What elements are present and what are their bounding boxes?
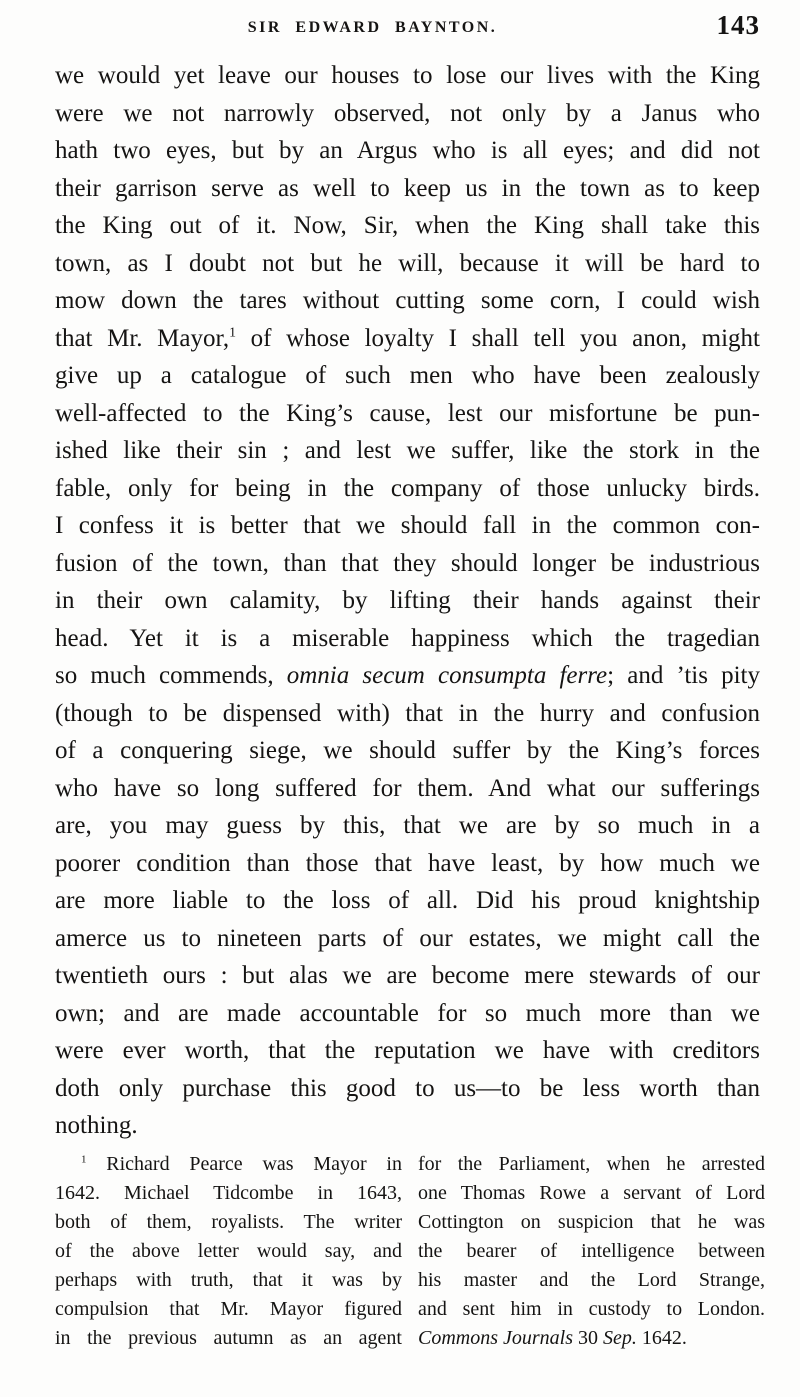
text-line: poorer condition than those that have least, by how much we bbox=[55, 849, 760, 877]
text-line: own; and are made accountable for so much more than we bbox=[55, 999, 760, 1027]
text-line: head. Yet it is a miserable happiness which the tragedian bbox=[55, 624, 760, 652]
text-line: nothing. bbox=[55, 1112, 138, 1139]
footnote-number-marker: 1 bbox=[81, 1153, 87, 1166]
text-line: ished like their sin ; and lest we suffer, like the stork in the bbox=[55, 437, 760, 464]
text-line: I confess it is better that we should fall in the common con- bbox=[55, 512, 760, 539]
footnote-line: perhaps with truth, that it was by bbox=[55, 1269, 402, 1291]
footnote-line: in the previous autumn as an agent bbox=[55, 1327, 402, 1349]
text-line: well-affected to the King’s cause, lest our misfortune be pun- bbox=[55, 399, 760, 427]
line-text: 30 bbox=[573, 1327, 604, 1349]
text-line: fusion of the town, than that they should longer be industrious bbox=[55, 549, 760, 577]
citation-title: Commons Journals bbox=[418, 1327, 574, 1349]
text-line bbox=[55, 320, 760, 358]
running-head bbox=[55, 10, 760, 44]
running-header-title: SIR EDWARD BAYNTON. bbox=[247, 19, 498, 36]
footnote-line: one Thomas Rowe a servant of Lord bbox=[418, 1182, 765, 1204]
text-line: hath two eyes, but by an Argus who is all eyes; and did not bbox=[55, 137, 760, 164]
text-line: their garrison serve as well to keep us in the town as to keep bbox=[55, 174, 760, 202]
letter-body bbox=[55, 57, 760, 1145]
footnote-line: compulsion that Mr. Mayor figured bbox=[55, 1298, 402, 1320]
text-line: twentieth ours : but alas we are become mere stewards of our bbox=[55, 962, 760, 989]
text-line: who have so long suffered for them. And what our sufferings bbox=[55, 774, 760, 802]
footnote-line: Cottington on suspicion that he was bbox=[418, 1211, 765, 1233]
latin-phrase: omnia secum consumpta ferre bbox=[286, 662, 608, 689]
text-line: fable, only for being in the company of those unlucky birds. bbox=[55, 474, 760, 502]
footnote-line: his master and the Lord Strange, bbox=[418, 1269, 765, 1291]
footnote-line bbox=[55, 1150, 402, 1179]
text-line: are, you may guess by this, that we are by so much in a bbox=[55, 812, 760, 839]
footnote-line: the bearer of intelligence between bbox=[418, 1240, 765, 1262]
footnote-column-left bbox=[55, 1150, 402, 1353]
line-text: of whose loyalty I shall tell you anon, might bbox=[235, 324, 760, 352]
text-line: (though to be dispensed with) that in the hurry and confusion bbox=[55, 699, 760, 727]
text-line: doth only purchase this good to us—to be less worth than bbox=[55, 1074, 760, 1102]
footnote-line: and sent him in custody to London. bbox=[418, 1298, 765, 1320]
footnote-column-right bbox=[418, 1150, 765, 1353]
footnote-line citation-line bbox=[418, 1324, 765, 1353]
page-number: 143 bbox=[716, 10, 760, 40]
footnote-line: 1642. Michael Tidcombe in 1643, bbox=[55, 1182, 402, 1204]
text-line: are more liable to the loss of all. Did his proud knightship bbox=[55, 887, 760, 914]
text-line: were ever worth, that the reputation we have with creditors bbox=[55, 1037, 760, 1064]
text-line: town, as I doubt not but he will, because it will be hard to bbox=[55, 249, 760, 277]
text-line: were we not narrowly observed, not only by a Janus who bbox=[55, 99, 760, 127]
line-text: ; and ’tis pity bbox=[607, 662, 760, 689]
footnotes-section bbox=[55, 1150, 765, 1353]
footnote-ref-marker: 1 bbox=[229, 324, 236, 340]
footnote-line: both of them, royalists. The writer bbox=[55, 1211, 402, 1233]
text-line: give up a catalogue of such men who have been zealously bbox=[55, 362, 760, 389]
text-line bbox=[55, 657, 760, 695]
text-line: amerce us to nineteen parts of our estates, we might call the bbox=[55, 924, 760, 952]
citation-month: Sep. bbox=[603, 1327, 637, 1349]
text-line: of a conquering siege, we should suffer by the King’s forces bbox=[55, 737, 760, 764]
footnote-line: of the above letter would say, and bbox=[55, 1240, 402, 1262]
line-text: 1642. bbox=[636, 1327, 687, 1349]
text-line: in their own calamity, by lifting their hands against their bbox=[55, 587, 760, 614]
text-line: the King out of it. Now, Sir, when the King shall take this bbox=[55, 212, 760, 239]
line-text: that Mr. Mayor, bbox=[55, 324, 230, 352]
footnote-line: for the Parliament, when he arrested bbox=[418, 1153, 765, 1175]
line-text: Richard Pearce was Mayor in bbox=[86, 1153, 402, 1175]
text-line: we would yet leave our houses to lose our lives with the King bbox=[55, 62, 760, 89]
line-text: so much commends, bbox=[55, 662, 287, 689]
text-line: mow down the tares without cutting some corn, I could wish bbox=[55, 287, 760, 314]
